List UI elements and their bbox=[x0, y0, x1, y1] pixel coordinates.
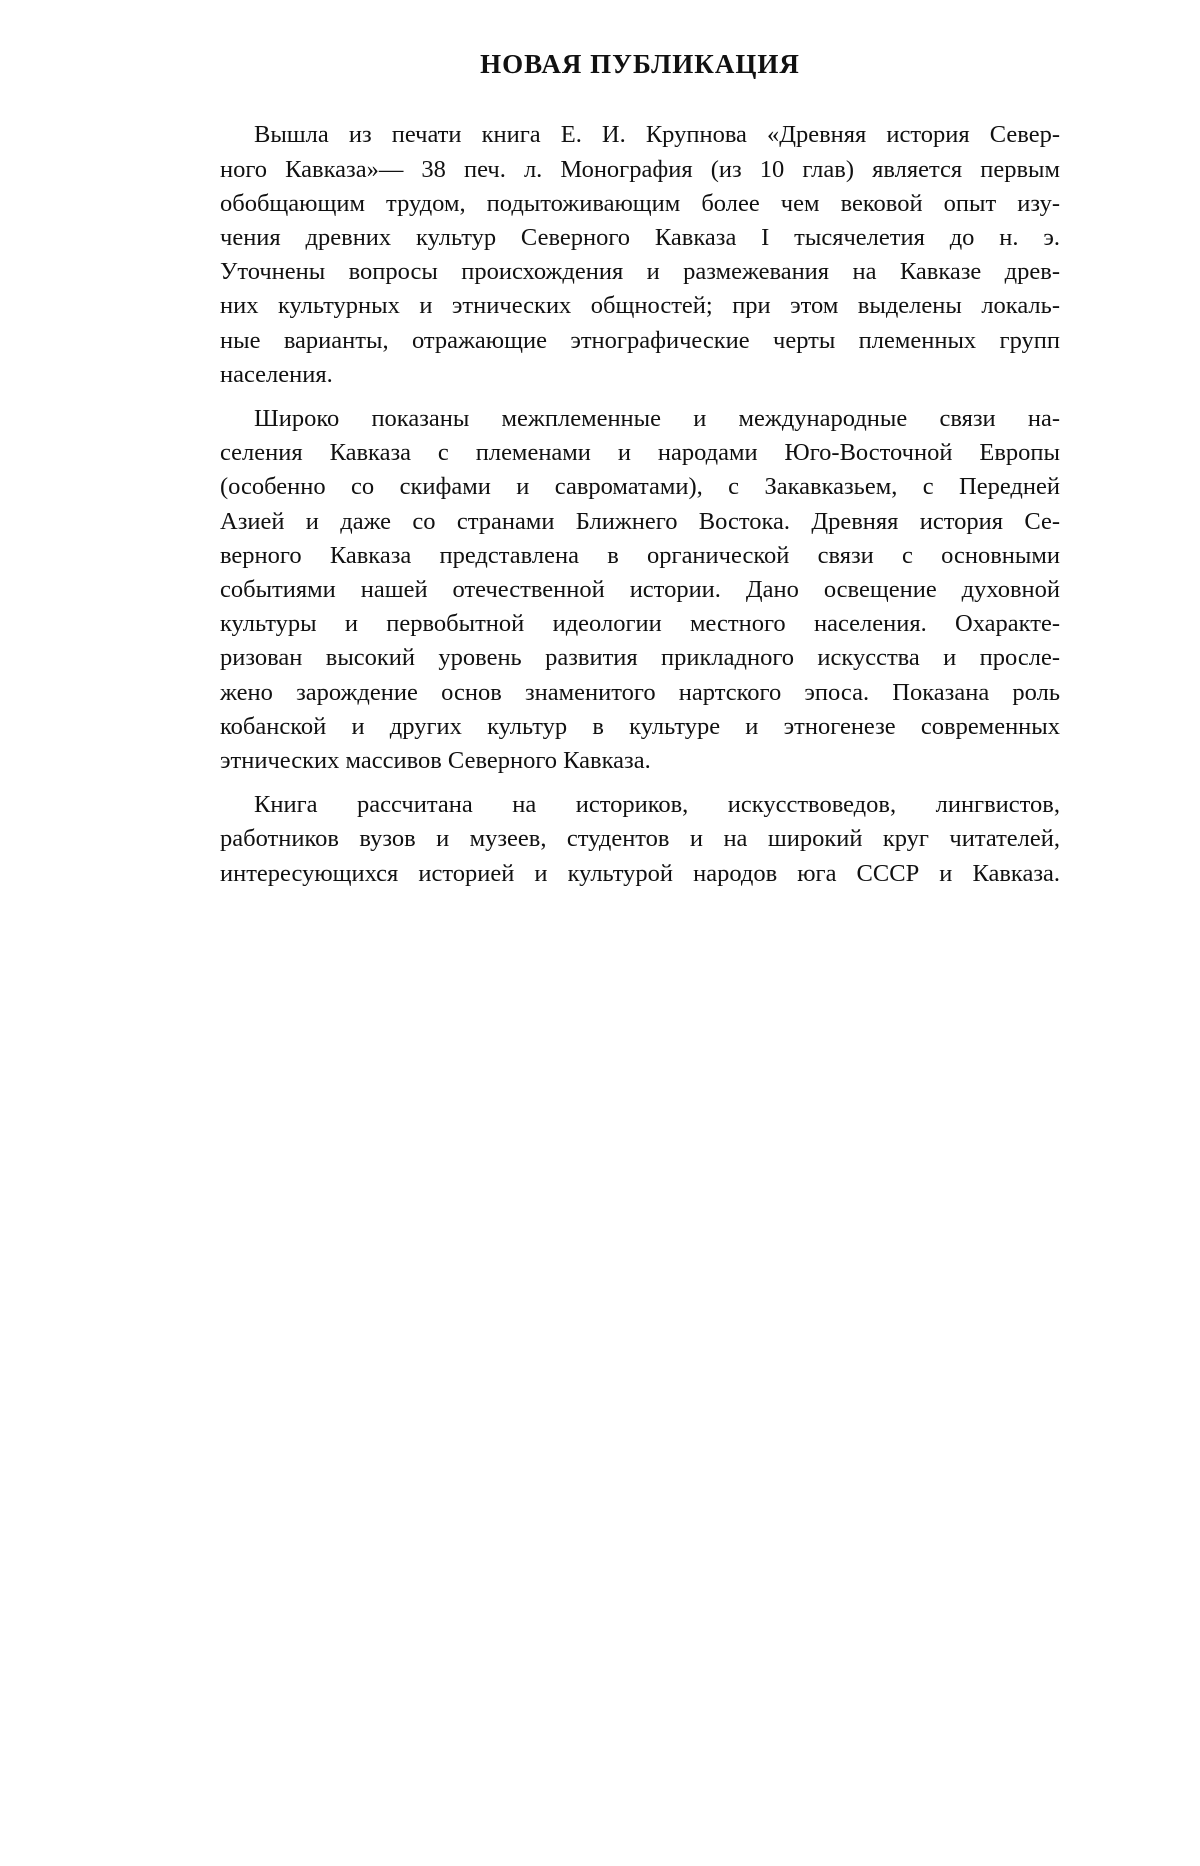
text-line: чения древних культур Северного Кавказа I тысячелетия до н. э. bbox=[220, 224, 1060, 251]
text-line: Широко показаны межплеменные и международные связи на- bbox=[254, 405, 1060, 433]
text-line: кобанской и других культур в культуре и этногенезе современных bbox=[220, 712, 1060, 740]
document-page bbox=[220, 48, 1060, 901]
text-line: интересующихся историей и культурой народов юга СССР и Кавказа. bbox=[220, 859, 1060, 887]
text-line: Вышла из печати книга Е. И. Крупнова «Древняя история Север- bbox=[254, 121, 1060, 149]
text-line: культуры и первобытной идеологии местного населения. Охаракте- bbox=[220, 610, 1060, 638]
text-line: обобщающим трудом, подытоживающим более чем вековой опыт изу- bbox=[220, 189, 1060, 217]
text-line: населения. bbox=[220, 360, 333, 388]
text-line: ного Кавказа»— 38 печ. л. Монография (из 10 глав) является первым bbox=[220, 155, 1060, 183]
text-line: событиями нашей отечественной истории. Дано освещение духовной bbox=[220, 576, 1060, 604]
text-line: жено зарождение основ знаменитого нартского эпоса. Показана роль bbox=[220, 678, 1060, 706]
paragraph-1 bbox=[220, 118, 1060, 392]
text-line: этнических массивов Северного Кавказа. bbox=[220, 747, 651, 775]
text-line: работников вузов и музеев, студентов и на широкий круг читателей, bbox=[220, 825, 1060, 853]
text-line: Уточнены вопросы происхождения и размежевания на Кавказе древ- bbox=[220, 258, 1060, 286]
text-line: Азией и даже со странами Ближнего Востока. Древняя история Се- bbox=[220, 507, 1060, 535]
text-line: верного Кавказа представлена в органической связи с основными bbox=[220, 541, 1060, 569]
text-line: (особенно со скифами и савроматами), с Закавказьем, с Передней bbox=[220, 473, 1060, 501]
text-line: Книга рассчитана на историков, искусствоведов, лингвистов, bbox=[254, 791, 1060, 819]
text-line: них культурных и этнических общностей; при этом выделены локаль- bbox=[220, 292, 1060, 320]
text-line: ные варианты, отражающие этнографические черты племенных групп bbox=[220, 326, 1060, 354]
paragraph-3 bbox=[220, 788, 1060, 891]
paragraph-2 bbox=[220, 402, 1060, 778]
text-line: ризован высокий уровень развития прикладного искусства и просле- bbox=[220, 644, 1060, 672]
text-line: селения Кавказа с племенами и народами Юго-Восточной Европы bbox=[220, 439, 1060, 467]
page-title: НОВАЯ ПУБЛИКАЦИЯ bbox=[480, 49, 800, 79]
